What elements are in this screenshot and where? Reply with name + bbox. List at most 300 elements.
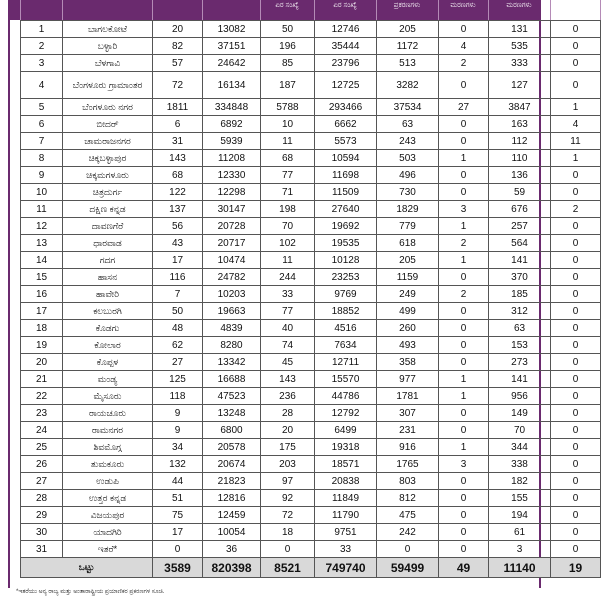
value-cell: 122	[153, 184, 203, 201]
header-cell: ಮರಣಗಳು	[450, 2, 476, 9]
table-row	[21, 72, 601, 99]
value-cell: 131	[489, 21, 551, 38]
value-cell: 1	[439, 371, 489, 388]
value-cell: 143	[261, 371, 315, 388]
value-cell: 779	[377, 218, 439, 235]
district-name-cell: ಹಾವೇರಿ	[63, 286, 153, 303]
district-name-cell: ಕೊಡಗು	[63, 320, 153, 337]
value-cell: 0	[551, 235, 601, 252]
value-cell: 110	[489, 150, 551, 167]
district-name-cell: ಉಡುಪಿ	[63, 473, 153, 490]
value-cell: 155	[489, 490, 551, 507]
total-value-cell: 49	[439, 558, 489, 578]
serial-number-cell: 17	[21, 303, 63, 320]
value-cell: 31	[153, 133, 203, 150]
value-cell: 62	[153, 337, 203, 354]
table-row	[21, 55, 601, 72]
value-cell: 0	[439, 133, 489, 150]
serial-number-cell: 2	[21, 38, 63, 55]
value-cell: 20728	[203, 218, 261, 235]
district-name-cell: ಉತ್ತರ ಕನ್ನಡ	[63, 490, 153, 507]
value-cell: 137	[153, 201, 203, 218]
table-row	[21, 337, 601, 354]
value-cell: 77	[261, 303, 315, 320]
value-cell: 0	[551, 439, 601, 456]
value-cell: 333	[489, 55, 551, 72]
value-cell: 0	[551, 473, 601, 490]
serial-number-cell: 22	[21, 388, 63, 405]
value-cell: 141	[489, 371, 551, 388]
serial-number-cell: 3	[21, 55, 63, 72]
value-cell: 0	[551, 21, 601, 38]
header-divider	[202, 0, 203, 20]
value-cell: 370	[489, 269, 551, 286]
value-cell: 18	[261, 524, 315, 541]
value-cell: 10594	[315, 150, 377, 167]
district-name-cell: ಹಾಸನ	[63, 269, 153, 286]
value-cell: 56	[153, 218, 203, 235]
header-cell: ಏರ ಸಂಖ್ಯೆ	[275, 2, 299, 9]
value-cell: 37534	[377, 99, 439, 116]
value-cell: 198	[261, 201, 315, 218]
table-header	[10, 0, 588, 20]
serial-number-cell: 24	[21, 422, 63, 439]
header-divider	[20, 0, 21, 20]
value-cell: 0	[551, 303, 601, 320]
table-row	[21, 269, 601, 286]
table-row	[21, 184, 601, 201]
table-row	[21, 439, 601, 456]
value-cell: 19318	[315, 439, 377, 456]
value-cell: 0	[261, 541, 315, 558]
value-cell: 149	[489, 405, 551, 422]
value-cell: 535	[489, 38, 551, 55]
table-row	[21, 150, 601, 167]
district-name-cell: ಬೆಳಗಾವಿ	[63, 55, 153, 72]
value-cell: 187	[261, 72, 315, 99]
value-cell: 0	[551, 388, 601, 405]
value-cell: 6	[153, 116, 203, 133]
value-cell: 43	[153, 235, 203, 252]
value-cell: 47523	[203, 388, 261, 405]
value-cell: 102	[261, 235, 315, 252]
value-cell: 72	[153, 72, 203, 99]
table-row	[21, 252, 601, 269]
value-cell: 0	[551, 507, 601, 524]
value-cell: 1	[439, 150, 489, 167]
district-name-cell: ಬೆಂಗಳೂರು ನಗರ	[63, 99, 153, 116]
value-cell: 182	[489, 473, 551, 490]
value-cell: 2	[551, 201, 601, 218]
value-cell: 0	[551, 72, 601, 99]
value-cell: 11849	[315, 490, 377, 507]
district-name-cell: ಚಿಕ್ಕಮಗಳೂರು	[63, 167, 153, 184]
table-row	[21, 303, 601, 320]
header-divider	[62, 0, 63, 20]
serial-number-cell: 16	[21, 286, 63, 303]
value-cell: 956	[489, 388, 551, 405]
value-cell: 11698	[315, 167, 377, 184]
table-row	[21, 133, 601, 150]
value-cell: 243	[377, 133, 439, 150]
value-cell: 358	[377, 354, 439, 371]
value-cell: 23796	[315, 55, 377, 72]
district-name-cell: ದಾವಣಗೆರೆ	[63, 218, 153, 235]
value-cell: 916	[377, 439, 439, 456]
value-cell: 1829	[377, 201, 439, 218]
district-data-table	[20, 20, 601, 578]
value-cell: 4516	[315, 320, 377, 337]
value-cell: 9751	[315, 524, 377, 541]
value-cell: 0	[439, 524, 489, 541]
value-cell: 0	[551, 269, 601, 286]
value-cell: 9	[153, 405, 203, 422]
value-cell: 0	[551, 252, 601, 269]
value-cell: 74	[261, 337, 315, 354]
value-cell: 196	[261, 38, 315, 55]
value-cell: 21823	[203, 473, 261, 490]
value-cell: 72	[261, 507, 315, 524]
district-name-cell: ಕಲಬುರಗಿ	[63, 303, 153, 320]
value-cell: 1	[439, 218, 489, 235]
value-cell: 118	[153, 388, 203, 405]
value-cell: 12792	[315, 405, 377, 422]
district-name-cell: ವಿಜಯಪುರ	[63, 507, 153, 524]
table-row	[21, 507, 601, 524]
value-cell: 312	[489, 303, 551, 320]
value-cell: 194	[489, 507, 551, 524]
value-cell: 13342	[203, 354, 261, 371]
value-cell: 0	[551, 541, 601, 558]
value-cell: 475	[377, 507, 439, 524]
value-cell: 11790	[315, 507, 377, 524]
value-cell: 20717	[203, 235, 261, 252]
district-name-cell: ಕೋಲಾರ	[63, 337, 153, 354]
header-cell: ಮರಣಗಳು	[562, 2, 588, 9]
value-cell: 0	[439, 320, 489, 337]
serial-number-cell: 13	[21, 235, 63, 252]
table-row	[21, 422, 601, 439]
value-cell: 17	[153, 524, 203, 541]
value-cell: 3847	[489, 99, 551, 116]
table-row	[21, 21, 601, 38]
value-cell: 0	[551, 286, 601, 303]
total-value-cell: 3589	[153, 558, 203, 578]
value-cell: 1	[439, 388, 489, 405]
district-name-cell: ರಾಮನಗರ	[63, 422, 153, 439]
value-cell: 10128	[315, 252, 377, 269]
value-cell: 203	[261, 456, 315, 473]
value-cell: 0	[439, 184, 489, 201]
value-cell: 97	[261, 473, 315, 490]
value-cell: 2	[439, 235, 489, 252]
value-cell: 75	[153, 507, 203, 524]
value-cell: 23253	[315, 269, 377, 286]
value-cell: 68	[261, 150, 315, 167]
value-cell: 0	[551, 405, 601, 422]
value-cell: 0	[551, 184, 601, 201]
value-cell: 493	[377, 337, 439, 354]
value-cell: 0	[439, 72, 489, 99]
table-row	[21, 388, 601, 405]
value-cell: 116	[153, 269, 203, 286]
value-cell: 1159	[377, 269, 439, 286]
value-cell: 24642	[203, 55, 261, 72]
value-cell: 11	[261, 133, 315, 150]
value-cell: 175	[261, 439, 315, 456]
table-row	[21, 354, 601, 371]
value-cell: 4	[551, 116, 601, 133]
district-name-cell: ಬೆಂಗಳೂರು ಗ್ರಾಮಾಂತರ	[63, 72, 153, 99]
value-cell: 12816	[203, 490, 261, 507]
value-cell: 205	[377, 21, 439, 38]
value-cell: 57	[153, 55, 203, 72]
serial-number-cell: 26	[21, 456, 63, 473]
value-cell: 44786	[315, 388, 377, 405]
value-cell: 18571	[315, 456, 377, 473]
value-cell: 70	[261, 218, 315, 235]
value-cell: 125	[153, 371, 203, 388]
value-cell: 0	[439, 303, 489, 320]
value-cell: 9	[153, 422, 203, 439]
table-row	[21, 524, 601, 541]
table-row	[21, 286, 601, 303]
serial-number-cell: 10	[21, 184, 63, 201]
table-row	[21, 405, 601, 422]
table-row	[21, 218, 601, 235]
value-cell: 0	[551, 456, 601, 473]
value-cell: 35444	[315, 38, 377, 55]
value-cell: 334848	[203, 99, 261, 116]
district-name-cell: ಗದಗ	[63, 252, 153, 269]
value-cell: 6499	[315, 422, 377, 439]
value-cell: 12711	[315, 354, 377, 371]
header-cell: ಏರ ಸಂಖ್ಯೆ	[333, 2, 357, 9]
value-cell: 24782	[203, 269, 261, 286]
table-row	[21, 490, 601, 507]
value-cell: 344	[489, 439, 551, 456]
serial-number-cell: 11	[21, 201, 63, 218]
value-cell: 50	[153, 303, 203, 320]
serial-number-cell: 28	[21, 490, 63, 507]
value-cell: 0	[439, 490, 489, 507]
value-cell: 3	[439, 201, 489, 218]
value-cell: 10474	[203, 252, 261, 269]
value-cell: 0	[551, 354, 601, 371]
value-cell: 63	[377, 116, 439, 133]
serial-number-cell: 20	[21, 354, 63, 371]
serial-number-cell: 14	[21, 252, 63, 269]
value-cell: 18852	[315, 303, 377, 320]
value-cell: 5939	[203, 133, 261, 150]
value-cell: 12298	[203, 184, 261, 201]
value-cell: 0	[551, 38, 601, 55]
value-cell: 0	[551, 524, 601, 541]
district-name-cell: ತುಮಕೂರು	[63, 456, 153, 473]
table-row	[21, 201, 601, 218]
value-cell: 27640	[315, 201, 377, 218]
value-cell: 8280	[203, 337, 261, 354]
serial-number-cell: 1	[21, 21, 63, 38]
table-row	[21, 371, 601, 388]
value-cell: 12725	[315, 72, 377, 99]
value-cell: 44	[153, 473, 203, 490]
value-cell: 2	[439, 286, 489, 303]
table-row	[21, 235, 601, 252]
value-cell: 30147	[203, 201, 261, 218]
value-cell: 7	[153, 286, 203, 303]
value-cell: 496	[377, 167, 439, 184]
value-cell: 1172	[377, 38, 439, 55]
district-name-cell: ರಾಯಚೂರು	[63, 405, 153, 422]
serial-number-cell: 25	[21, 439, 63, 456]
district-name-cell: ಮೈಸೂರು	[63, 388, 153, 405]
value-cell: 307	[377, 405, 439, 422]
value-cell: 112	[489, 133, 551, 150]
value-cell: 564	[489, 235, 551, 252]
value-cell: 0	[439, 269, 489, 286]
value-cell: 0	[439, 405, 489, 422]
table-row	[21, 38, 601, 55]
district-name-cell: ಬಳ್ಳಾರಿ	[63, 38, 153, 55]
total-value-cell: 19	[551, 558, 601, 578]
value-cell: 68	[153, 167, 203, 184]
value-cell: 17	[153, 252, 203, 269]
value-cell: 0	[551, 422, 601, 439]
value-cell: 163	[489, 116, 551, 133]
value-cell: 0	[551, 218, 601, 235]
value-cell: 0	[377, 541, 439, 558]
serial-number-cell: 27	[21, 473, 63, 490]
total-row	[21, 558, 601, 578]
value-cell: 10203	[203, 286, 261, 303]
district-name-cell: ದಕ್ಷಿಣ ಕನ್ನಡ	[63, 201, 153, 218]
value-cell: 676	[489, 201, 551, 218]
value-cell: 92	[261, 490, 315, 507]
table-row	[21, 320, 601, 337]
value-cell: 16688	[203, 371, 261, 388]
district-name-cell: ಇತರೆ*	[63, 541, 153, 558]
value-cell: 0	[439, 422, 489, 439]
serial-number-cell: 23	[21, 405, 63, 422]
value-cell: 0	[439, 507, 489, 524]
value-cell: 143	[153, 150, 203, 167]
value-cell: 61	[489, 524, 551, 541]
value-cell: 730	[377, 184, 439, 201]
value-cell: 12746	[315, 21, 377, 38]
value-cell: 0	[551, 371, 601, 388]
serial-number-cell: 7	[21, 133, 63, 150]
value-cell: 2	[439, 55, 489, 72]
value-cell: 70	[489, 422, 551, 439]
district-name-cell: ಚಾಮರಾಜನಗರ	[63, 133, 153, 150]
serial-number-cell: 15	[21, 269, 63, 286]
value-cell: 3	[439, 456, 489, 473]
value-cell: 0	[551, 490, 601, 507]
district-name-cell: ಧಾರವಾಡ	[63, 235, 153, 252]
value-cell: 6800	[203, 422, 261, 439]
value-cell: 132	[153, 456, 203, 473]
value-cell: 40	[261, 320, 315, 337]
table-row	[21, 167, 601, 184]
serial-number-cell: 12	[21, 218, 63, 235]
value-cell: 27	[153, 354, 203, 371]
value-cell: 803	[377, 473, 439, 490]
value-cell: 0	[439, 116, 489, 133]
value-cell: 82	[153, 38, 203, 55]
value-cell: 205	[377, 252, 439, 269]
value-cell: 4839	[203, 320, 261, 337]
value-cell: 10054	[203, 524, 261, 541]
value-cell: 0	[153, 541, 203, 558]
table-row	[21, 116, 601, 133]
header-cell: ಮರಣಗಳು	[506, 2, 532, 9]
district-name-cell: ಕೊಪ್ಪಳ	[63, 354, 153, 371]
value-cell: 3282	[377, 72, 439, 99]
district-name-cell: ಬಾಗಲಕೋಟೆ	[63, 21, 153, 38]
value-cell: 6662	[315, 116, 377, 133]
total-value-cell: 749740	[315, 558, 377, 578]
table-row	[21, 456, 601, 473]
serial-number-cell: 4	[21, 72, 63, 99]
value-cell: 141	[489, 252, 551, 269]
serial-number-cell: 30	[21, 524, 63, 541]
value-cell: 338	[489, 456, 551, 473]
value-cell: 127	[489, 72, 551, 99]
total-label-cell: ಒಟ್ಟು	[21, 558, 153, 578]
value-cell: 20674	[203, 456, 261, 473]
value-cell: 19692	[315, 218, 377, 235]
value-cell: 15570	[315, 371, 377, 388]
header-cell: ಪ್ರಕರಣಗಳು	[393, 2, 421, 9]
total-value-cell: 11140	[489, 558, 551, 578]
value-cell: 33	[261, 286, 315, 303]
value-cell: 45	[261, 354, 315, 371]
value-cell: 231	[377, 422, 439, 439]
value-cell: 13248	[203, 405, 261, 422]
value-cell: 28	[261, 405, 315, 422]
header-divider	[152, 0, 153, 20]
value-cell: 0	[551, 55, 601, 72]
value-cell: 20	[261, 422, 315, 439]
value-cell: 71	[261, 184, 315, 201]
serial-number-cell: 21	[21, 371, 63, 388]
table-row	[21, 99, 601, 116]
value-cell: 77	[261, 167, 315, 184]
total-value-cell: 820398	[203, 558, 261, 578]
value-cell: 0	[551, 320, 601, 337]
value-cell: 13082	[203, 21, 261, 38]
serial-number-cell: 9	[21, 167, 63, 184]
serial-number-cell: 19	[21, 337, 63, 354]
value-cell: 499	[377, 303, 439, 320]
value-cell: 85	[261, 55, 315, 72]
value-cell: 10	[261, 116, 315, 133]
value-cell: 0	[551, 337, 601, 354]
total-value-cell: 59499	[377, 558, 439, 578]
value-cell: 5573	[315, 133, 377, 150]
value-cell: 33	[315, 541, 377, 558]
table-row	[21, 541, 601, 558]
value-cell: 27	[439, 99, 489, 116]
footnote: *ಇತರೆಯು ಅನ್ಯ ರಾಜ್ಯ ಮತ್ತು ಅಂತಾರಾಷ್ಟ್ರೀಯ ಪ್ರಯಾಣಿಕರ ಪ್ರಕರಣಗಳ ಸೂಚಿ.	[16, 589, 165, 595]
table-row	[21, 473, 601, 490]
value-cell: 0	[439, 473, 489, 490]
value-cell: 1765	[377, 456, 439, 473]
value-cell: 19535	[315, 235, 377, 252]
value-cell: 185	[489, 286, 551, 303]
value-cell: 1	[551, 150, 601, 167]
